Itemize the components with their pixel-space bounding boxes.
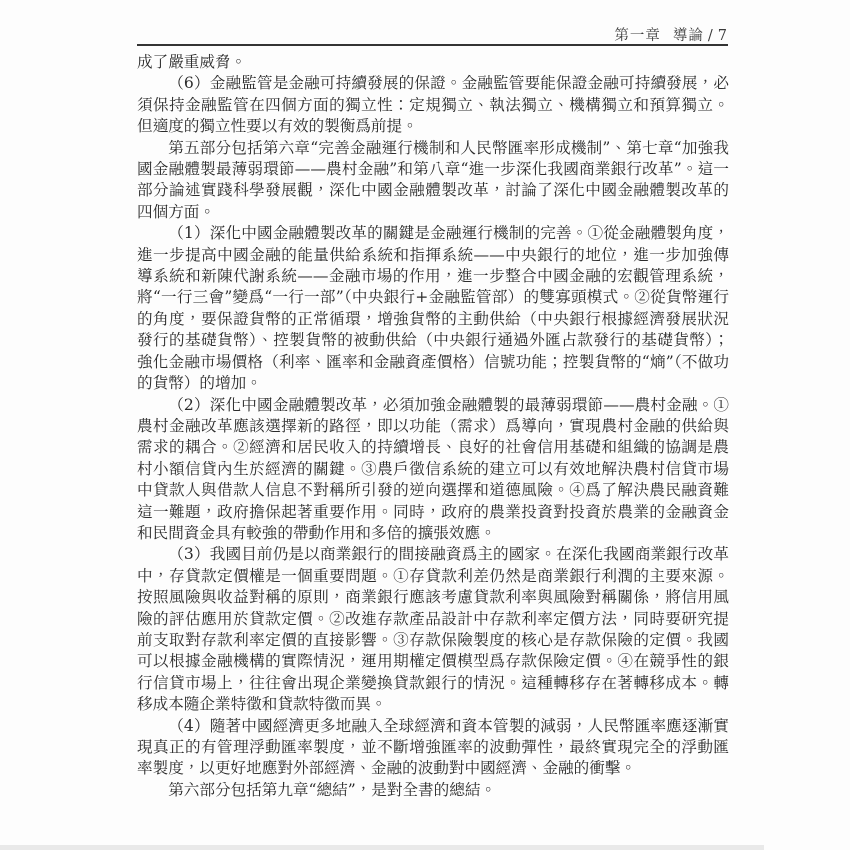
- running-head-divider: /: [707, 28, 714, 44]
- paragraph: （1）深化中國金融體製改革的關鍵是金融運行機制的完善。①從金融體製角度，進一步提高中國金融的能量供給系統和指揮系統——中央銀行的地位，進一步加強傳導系統和新陳代謝系統——金融市場的作用，進一步整合中國金融的宏觀管理系統，將“一行三會”變爲“一行一部”（中央銀行+金融監管部）的雙寡頭模式。②從貨幣運行的角度，要保證貨幣的正常循環，增強貨幣的主動供給（中央銀行根據經濟發展狀況發行的基礎貨幣）、控製貨幣的被動供給（中央銀行通過外匯占款發行的基礎貨幣）；強化金融市場價格（利率、匯率和金融資產價格）信號功能；控製貨幣的“熵”（不做功的貨幣）的增加。: [137, 224, 729, 393]
- running-head-title: 導論: [672, 28, 704, 44]
- running-head: [137, 24, 728, 45]
- body-text: [137, 52, 729, 801]
- page-number: 7: [717, 28, 728, 44]
- paragraph: 第六部分包括第九章“總結”，是對全書的總結。: [168, 780, 497, 799]
- paragraph: （3）我國目前仍是以商業銀行的間接融資爲主的國家。在深化我國商業銀行改革中，存貸款定價權是一個重要問題。①存貸款利差仍然是商業銀行利潤的主要來源。按照風險與收益對稱的原則，商業銀行應該考慮貸款利率與風險對稱關係，將信用風險的評估應用於貸款定價。②改進存款產品設計中存款利率定價方法，同時要研究提前支取對存款利率定價的直接影響。③存款保險製度的核心是存款保險的定價。我國可以根據金融機構的實際情況，運用期權定價模型爲存款保險定價。④在競爭性的銀行信貸市場上，往往會出現企業變換貸款銀行的情況。這種轉移存在著轉移成本。轉移成本隨企業特徵和貸款特徵而異。: [137, 545, 729, 714]
- paragraph: （4）隨著中國經濟更多地融入全球經濟和資本管製的減弱，人民幣匯率應逐漸實現真正的有管理浮動匯率製度，並不斷增強匯率的波動彈性，最終實現完全的浮動匯率製度，以更好地應對外部經濟、金融的波動對中國經濟、金融的衝擊。: [137, 716, 729, 778]
- running-head-chapter: 第一章: [614, 28, 661, 44]
- paragraph: （2）深化中國金融體製改革，必須加強金融體製的最薄弱環節——農村金融。①農村金融改革應該選擇新的路徑，即以功能（需求）爲導向，實現農村金融的供給與需求的耦合。②經濟和居民收入的持續增長、良好的社會信用基礎和組織的協調是農村小額信貸內生於經濟的關鍵。③農戶徵信系統的建立可以有效地解決農村信貸市場中貸款人與借款人信息不對稱所引發的逆向選擇和道德風險。④爲了解決農民融資難這一難題，政府擔保起著重要作用。同時，政府的農業投資對投資於農業的金融資金和民間資金具有較強的帶動作用和多倍的擴張效應。: [137, 395, 729, 542]
- header-rule: [137, 44, 728, 46]
- scan-edge-bottom: [0, 845, 764, 850]
- paragraph: （6）金融監管是金融可持續發展的保證。金融監管要能保證金融可持續發展，必須保持金融監管在四個方面的獨立性：定規獨立、執法獨立、機構獨立和預算獨立。但適度的獨立性要以有效的製衡爲前提。: [137, 74, 729, 136]
- paragraph: 第五部分包括第六章“完善金融運行機制和人民幣匯率形成機制”、第七章“加強我國金融體製最薄弱環節——農村金融”和第八章“進一步深化我國商業銀行改革”。這一部分論述實踐科學發展觀，深化中國金融體製改革，討論了深化中國金融體製改革的四個方面。: [137, 138, 729, 221]
- paragraph: 成了嚴重威脅。: [137, 53, 247, 71]
